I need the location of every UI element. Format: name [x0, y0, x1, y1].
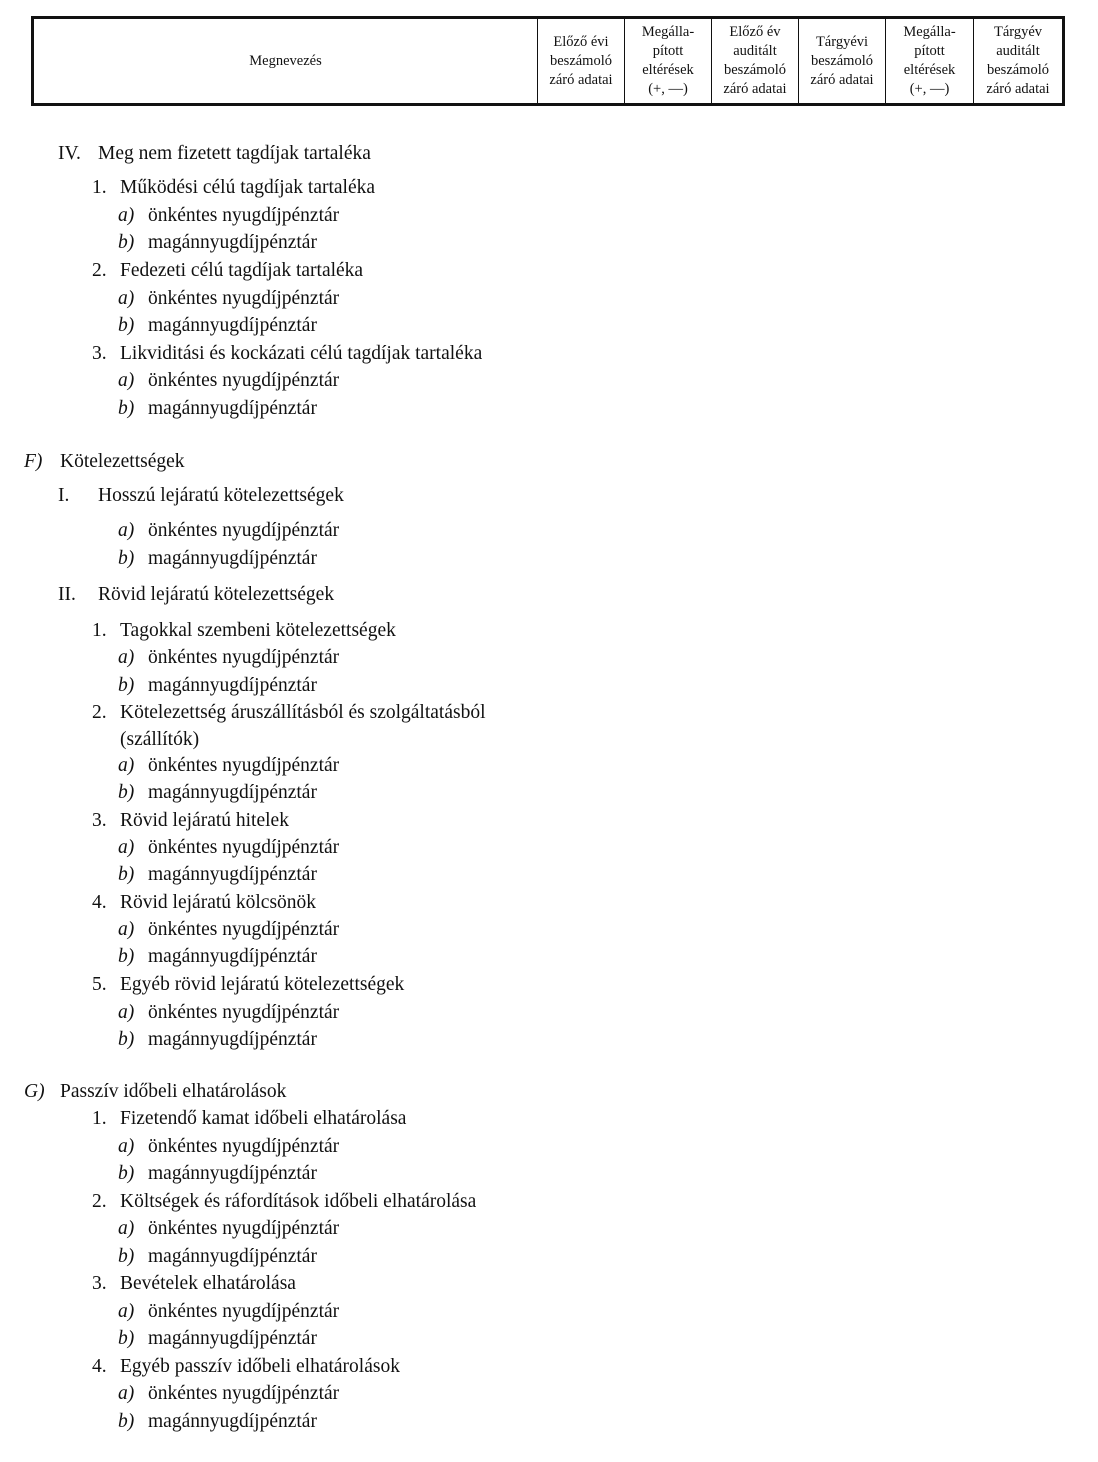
item-marker: a) [118, 647, 135, 668]
item-marker: b) [118, 946, 135, 967]
item-marker: b) [118, 315, 135, 336]
item-marker: b) [118, 1163, 135, 1184]
item-text: önkéntes nyugdíjpénztár [148, 647, 340, 668]
item-text: Fedezeti célú tagdíjak tartaléka [120, 260, 364, 281]
item-text: magánnyugdíjpénztár [148, 675, 317, 696]
item-marker: 5. [92, 974, 107, 995]
item-marker: G) [24, 1081, 45, 1102]
item-text: Fizetendő kamat időbeli elhatárolása [120, 1108, 407, 1129]
item-marker: b) [118, 782, 135, 803]
item-marker: b) [118, 1029, 135, 1050]
item-marker: 2. [92, 260, 107, 281]
item-text: Költségek és ráfordítások időbeli elhatárolása [120, 1191, 477, 1212]
item-marker: a) [118, 919, 135, 940]
item-text: magánnyugdíjpénztár [148, 232, 317, 253]
item-marker: F) [24, 451, 43, 472]
item-marker: b) [118, 398, 135, 419]
item-text: magánnyugdíjpénztár [148, 315, 317, 336]
item-text: Működési célú tagdíjak tartaléka [120, 177, 376, 198]
item-marker: a) [118, 370, 135, 391]
item-text: önkéntes nyugdíjpénztár [148, 1301, 340, 1322]
item-marker: a) [118, 837, 135, 858]
item-marker: 3. [92, 1273, 107, 1294]
item-marker: a) [118, 1136, 135, 1157]
header-col-megnevezes: Megnevezés [33, 18, 538, 105]
item-text: Meg nem fizetett tagdíjak tartaléka [98, 143, 371, 164]
item-text: önkéntes nyugdíjpénztár [148, 755, 340, 776]
item-marker: b) [118, 864, 135, 885]
item-text: önkéntes nyugdíjpénztár [148, 837, 340, 858]
item-marker: 2. [92, 1191, 107, 1212]
item-marker: a) [118, 755, 135, 776]
item-text: (szállítók) [120, 729, 200, 750]
item-text: önkéntes nyugdíjpénztár [148, 520, 340, 541]
item-text: Rövid lejáratú hitelek [120, 810, 289, 831]
item-text: Passzív időbeli elhatárolások [60, 1081, 287, 1102]
item-text: magánnyugdíjpénztár [148, 864, 317, 885]
item-marker: 2. [92, 702, 107, 723]
item-text: önkéntes nyugdíjpénztár [148, 1383, 340, 1404]
header-col-prev-audited: Előző év auditált beszámoló záró adatai [712, 18, 799, 105]
item-marker: a) [118, 1383, 135, 1404]
item-text: magánnyugdíjpénztár [148, 946, 317, 967]
item-marker: IV. [58, 143, 81, 164]
item-text: Egyéb passzív időbeli elhatárolások [120, 1356, 400, 1377]
header-col-prev-report: Előző évi beszámoló záró adatai [538, 18, 625, 105]
item-marker: I. [58, 485, 70, 506]
item-text: önkéntes nyugdíjpénztár [148, 288, 340, 309]
item-text: magánnyugdíjpénztár [148, 1328, 317, 1349]
item-text: Egyéb rövid lejáratú kötelezettségek [120, 974, 405, 995]
item-text: Rövid lejáratú kölcsönök [120, 892, 317, 913]
item-text: Likviditási és kockázati célú tagdíjak tartaléka [120, 343, 483, 364]
item-text: Tagokkal szembeni kötelezettségek [120, 620, 396, 641]
item-marker: 3. [92, 343, 107, 364]
item-text: önkéntes nyugdíjpénztár [148, 919, 340, 940]
header-row [33, 18, 1064, 105]
item-text: önkéntes nyugdíjpénztár [148, 370, 340, 391]
item-marker: b) [118, 548, 135, 569]
item-marker: 1. [92, 620, 107, 641]
item-marker: b) [118, 232, 135, 253]
item-text: magánnyugdíjpénztár [148, 548, 317, 569]
item-text: magánnyugdíjpénztár [148, 1411, 317, 1432]
item-marker: a) [118, 1301, 135, 1322]
item-marker: b) [118, 1411, 135, 1432]
header-table [31, 16, 1065, 106]
item-text: magánnyugdíjpénztár [148, 782, 317, 803]
item-marker: II. [58, 584, 76, 605]
item-text: Bevételek elhatárolása [120, 1273, 296, 1294]
header-col-curr-audited: Tárgyév auditált beszámoló záró adatai [974, 18, 1064, 105]
item-text: önkéntes nyugdíjpénztár [148, 205, 340, 226]
item-text: Kötelezettségek [60, 451, 185, 472]
item-marker: b) [118, 675, 135, 696]
header-col-curr-diff: Megálla- pított eltérések (+, —) [886, 18, 974, 105]
header-col-prev-diff: Megálla- pított eltérések (+, —) [625, 18, 712, 105]
item-text: magánnyugdíjpénztár [148, 1029, 317, 1050]
item-marker: 1. [92, 177, 107, 198]
item-marker: a) [118, 288, 135, 309]
item-marker: a) [118, 205, 135, 226]
item-text: magánnyugdíjpénztár [148, 398, 317, 419]
item-marker: b) [118, 1328, 135, 1349]
item-text: önkéntes nyugdíjpénztár [148, 1002, 340, 1023]
item-marker: a) [118, 1002, 135, 1023]
item-marker: 3. [92, 810, 107, 831]
item-text: magánnyugdíjpénztár [148, 1163, 317, 1184]
item-text: önkéntes nyugdíjpénztár [148, 1218, 340, 1239]
item-text: magánnyugdíjpénztár [148, 1246, 317, 1267]
header-col-curr-report: Tárgyévi beszámoló záró adatai [799, 18, 886, 105]
item-marker: a) [118, 1218, 135, 1239]
item-marker: 1. [92, 1108, 107, 1129]
item-text: Kötelezettség áruszállításból és szolgáltatásból [120, 702, 486, 723]
item-text: önkéntes nyugdíjpénztár [148, 1136, 340, 1157]
item-marker: b) [118, 1246, 135, 1267]
item-marker: a) [118, 520, 135, 541]
item-text: Rövid lejáratú kötelezettségek [98, 584, 335, 605]
item-marker: 4. [92, 1356, 107, 1377]
item-marker: 4. [92, 892, 107, 913]
item-text: Hosszú lejáratú kötelezettségek [98, 485, 344, 506]
